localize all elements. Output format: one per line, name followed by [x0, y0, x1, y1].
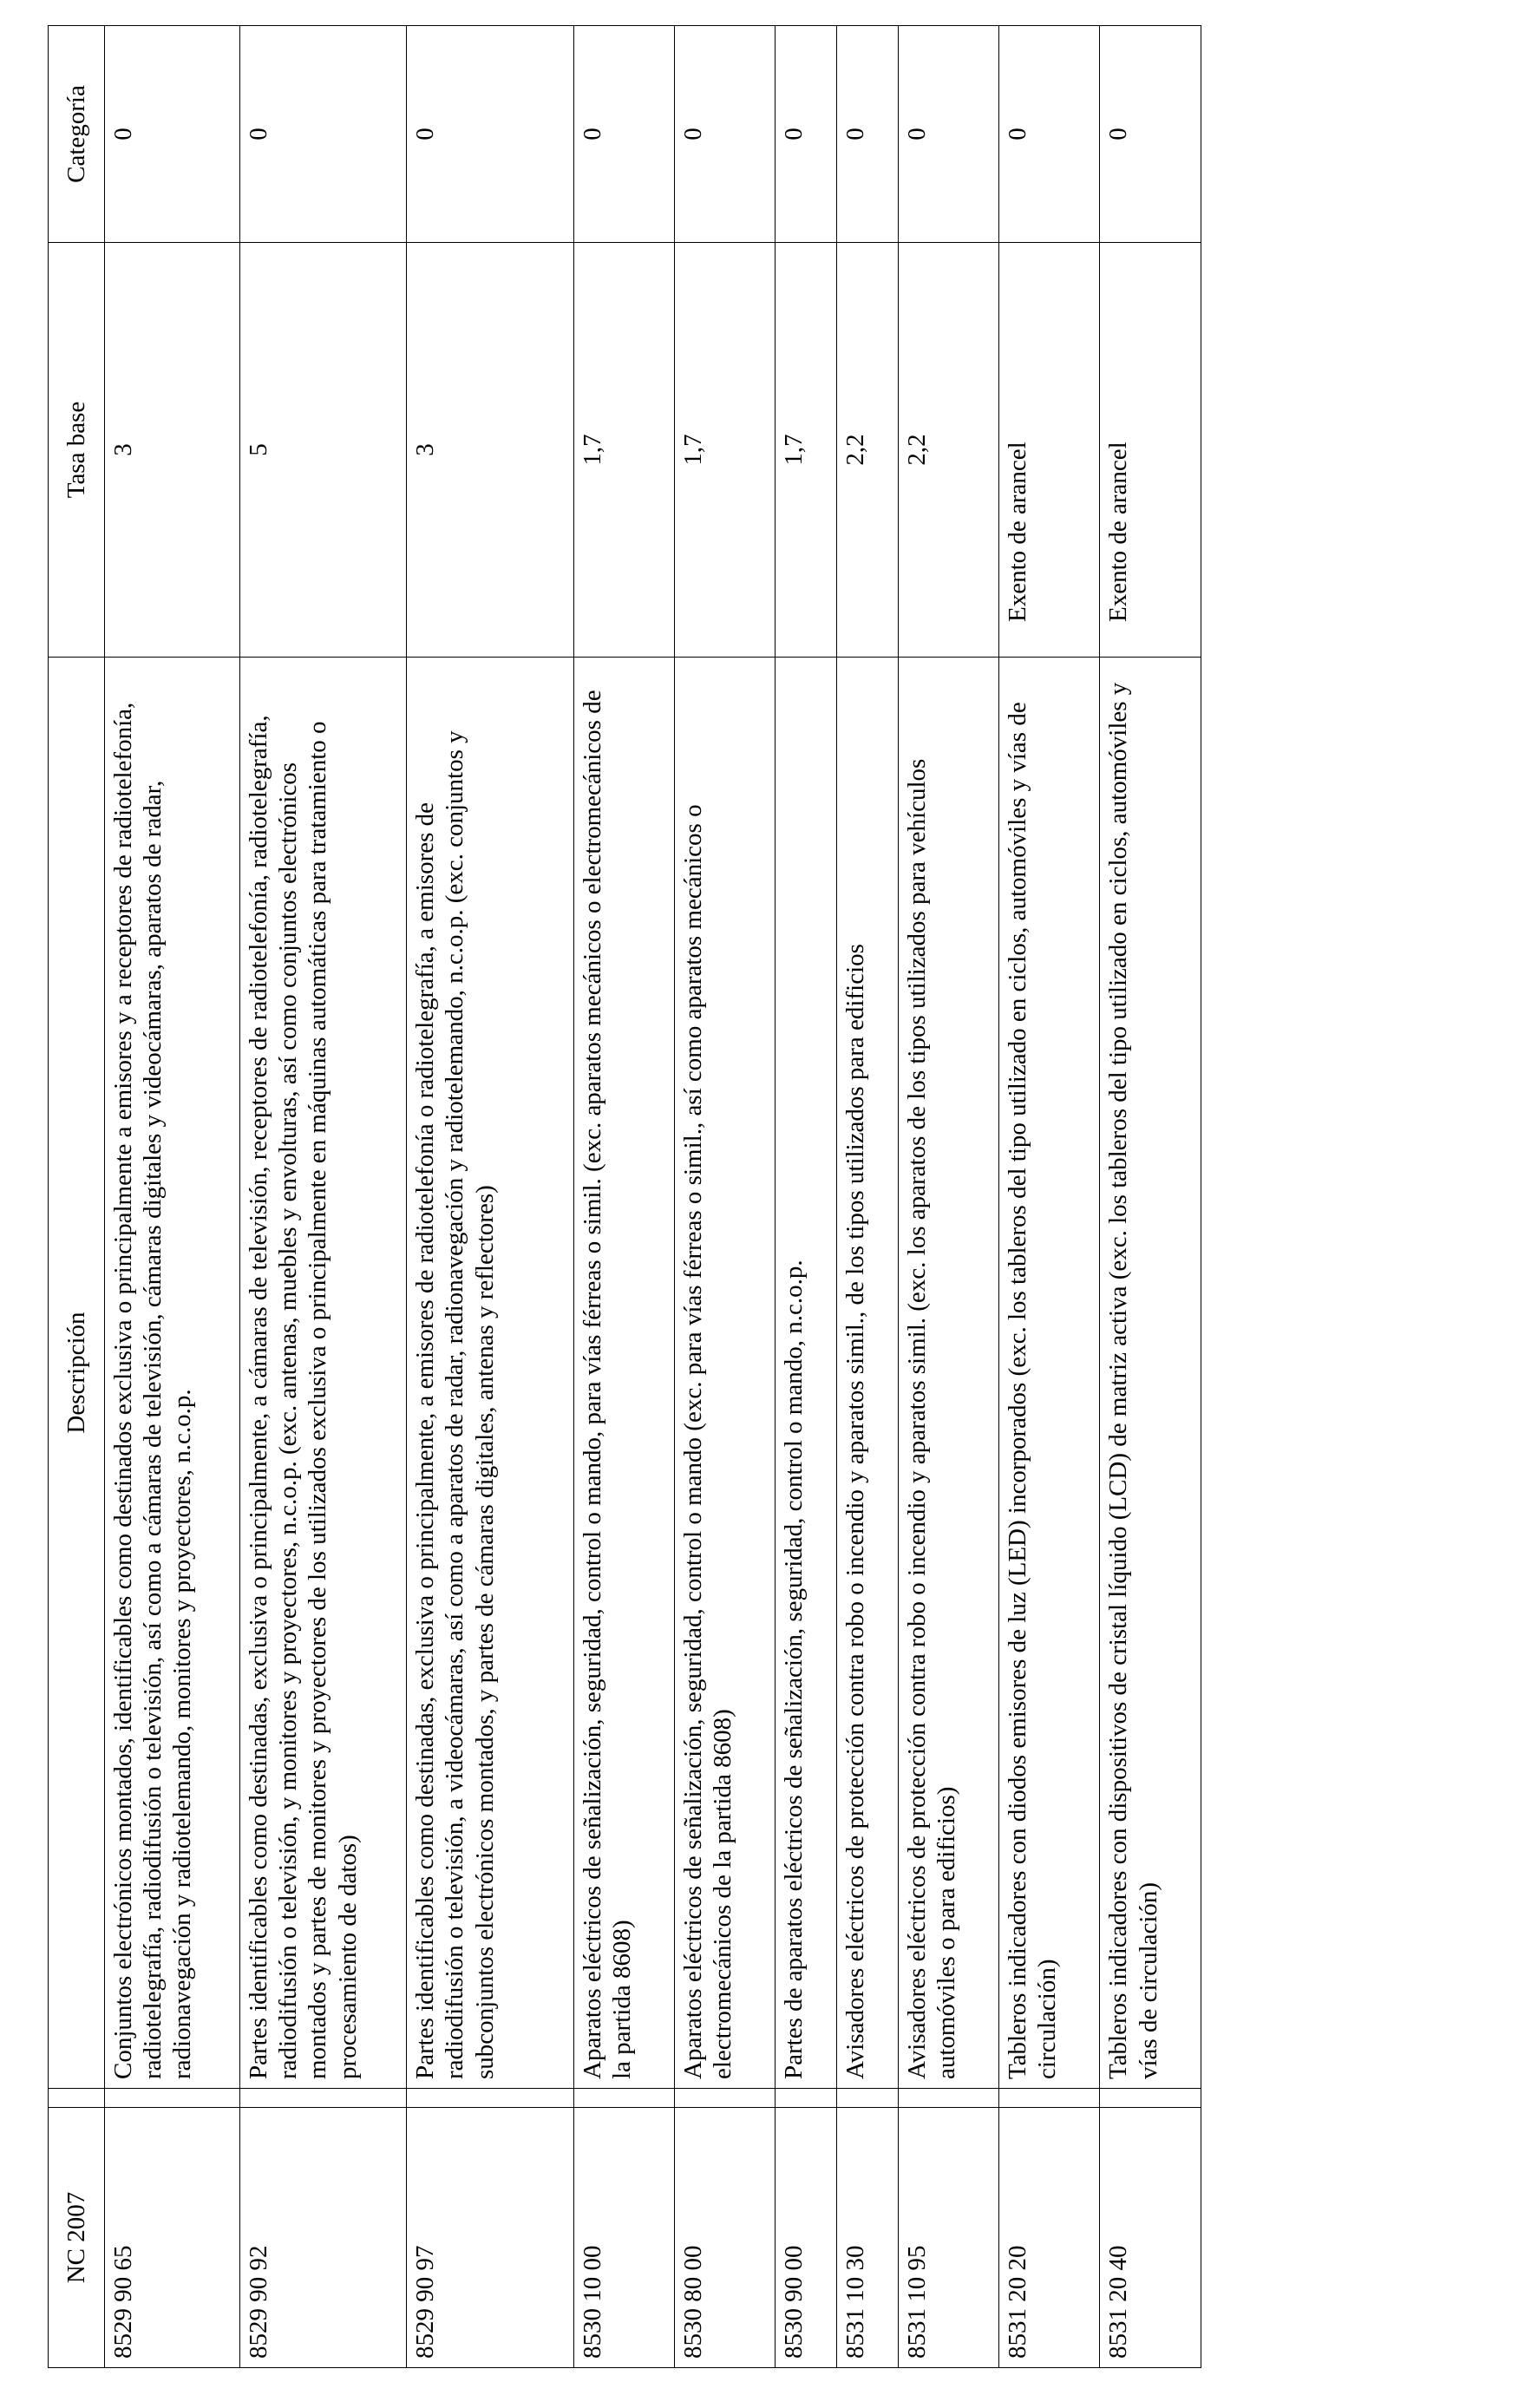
row-description: Avisadores eléctricos de protección contra robo o incendio y aparatos simil. (exc. los aparatos de los tipos utilizados para vehículos automóviles o para edificios) [898, 658, 998, 2089]
row-description: Partes identificables como destinadas, exclusiva o principalmente, a emisores de radiotelefonía o radiotelegrafía, a emisores de radiodifusión o televisión, a videocámaras, así como a aparatos de radar, radionavegación y radiotelemando, n.c.o.p. (exc. conjuntos y subconjuntos electrónicos montados, y partes de cámaras digitales, antenas y reflectores) [407, 658, 573, 2089]
row-gap [407, 2089, 573, 2108]
row-gap [836, 2089, 898, 2108]
row-category: 0 [105, 26, 240, 243]
row-code: 8530 80 00 [674, 2108, 775, 2368]
header-rate: Tasa base [49, 243, 105, 658]
row-category: 0 [898, 26, 998, 243]
row-category: 0 [1100, 26, 1201, 243]
row-description: Avisadores eléctricos de protección contra robo o incendio y aparatos simil., de los tipos utilizados para edificios [836, 658, 898, 2089]
row-category: 0 [573, 26, 674, 243]
row-gap [776, 2089, 837, 2108]
row-rate: 1,7 [573, 243, 674, 658]
row-description: Conjuntos electrónicos montados, identificables como destinados exclusiva o principalmente a emisores y a receptores de radiotelefonía, radiotelegrafía, radiodifusión o televisión, así como a cámaras de televisión, cámaras digitales y videocámaras, aparatos de radar, radionavegación y radiotelemando, monitores y proyectores, n.c.o.p. [105, 658, 240, 2089]
row-gap [573, 2089, 674, 2108]
row-code: 8531 10 95 [898, 2108, 998, 2368]
row-description: Aparatos eléctricos de señalización, seguridad, control o mando, para vías férreas o simil. (exc. aparatos mecánicos o electromecánicos de la partida 8608) [573, 658, 674, 2089]
row-rate: 2,2 [836, 243, 898, 658]
row-category: 0 [999, 26, 1100, 243]
row-rate: 3 [105, 243, 240, 658]
row-code: 8529 90 92 [239, 2108, 406, 2368]
row-code: 8529 90 65 [105, 2108, 240, 2368]
row-code: 8529 90 97 [407, 2108, 573, 2368]
row-category: 0 [674, 26, 775, 243]
row-rate: 1,7 [776, 243, 837, 658]
tariff-table [48, 25, 1201, 2368]
table-row [105, 26, 240, 2368]
row-rate: 5 [239, 243, 406, 658]
row-gap [105, 2089, 240, 2108]
row-code: 8531 20 20 [999, 2108, 1100, 2368]
table-row [239, 26, 406, 2368]
table-row [999, 26, 1100, 2368]
rotated-table-wrapper [48, 26, 1201, 2368]
row-rate: Exento de arancel [999, 243, 1100, 658]
row-description: Aparatos eléctricos de señalización, seguridad, control o mando (exc. para vías férreas o simil., así como aparatos mecánicos o electromecánicos de la partida 8608) [674, 658, 775, 2089]
table-row [1100, 26, 1201, 2368]
row-rate: 2,2 [898, 243, 998, 658]
header-description: Descripción [49, 658, 105, 2089]
row-rate: 3 [407, 243, 573, 658]
header-category: Categoría [49, 26, 105, 243]
row-code: 8530 90 00 [776, 2108, 837, 2368]
row-code: 8530 10 00 [573, 2108, 674, 2368]
row-category: 0 [836, 26, 898, 243]
row-category: 0 [239, 26, 406, 243]
header-gap [49, 2089, 105, 2108]
table-row [674, 26, 775, 2368]
row-category: 0 [776, 26, 837, 243]
row-description: Tableros indicadores con dispositivos de cristal líquido (LCD) de matriz activa (exc. los tableros del tipo utilizado en ciclos, automóviles y vías de circulación) [1100, 658, 1201, 2089]
row-gap [999, 2089, 1100, 2108]
table-row [836, 26, 898, 2368]
table-row [898, 26, 998, 2368]
row-gap [898, 2089, 998, 2108]
table-row [776, 26, 837, 2368]
row-rate: 1,7 [674, 243, 775, 658]
row-code: 8531 20 40 [1100, 2108, 1201, 2368]
row-category: 0 [407, 26, 573, 243]
header-code: NC 2007 [49, 2108, 105, 2368]
row-gap [674, 2089, 775, 2108]
table-row [573, 26, 674, 2368]
table-row [407, 26, 573, 2368]
row-code: 8531 10 30 [836, 2108, 898, 2368]
row-description: Tableros indicadores con diodos emisores de luz (LED) incorporados (exc. los tableros del tipo utilizado en ciclos, automóviles y vías de circulación) [999, 658, 1100, 2089]
row-description: Partes de aparatos eléctricos de señalización, seguridad, control o mando, n.c.o.p. [776, 658, 837, 2089]
row-rate: Exento de arancel [1100, 243, 1201, 658]
row-gap [1100, 2089, 1201, 2108]
table-header-row [49, 26, 105, 2368]
row-gap [239, 2089, 406, 2108]
row-description: Partes identificables como destinadas, exclusiva o principalmente, a cámaras de televisión, receptores de radiotelefonía, radiotelegrafía, radiodifusión o televisión, y monitores y proyectores, n.c.o.p. (exc. antenas, muebles y envolturas, así como conjuntos electrónicos montados y partes de monitores y proyectores de los utilizados exclusiva o principalmente en máquinas automáticas para tratamiento o procesamiento de datos) [239, 658, 406, 2089]
